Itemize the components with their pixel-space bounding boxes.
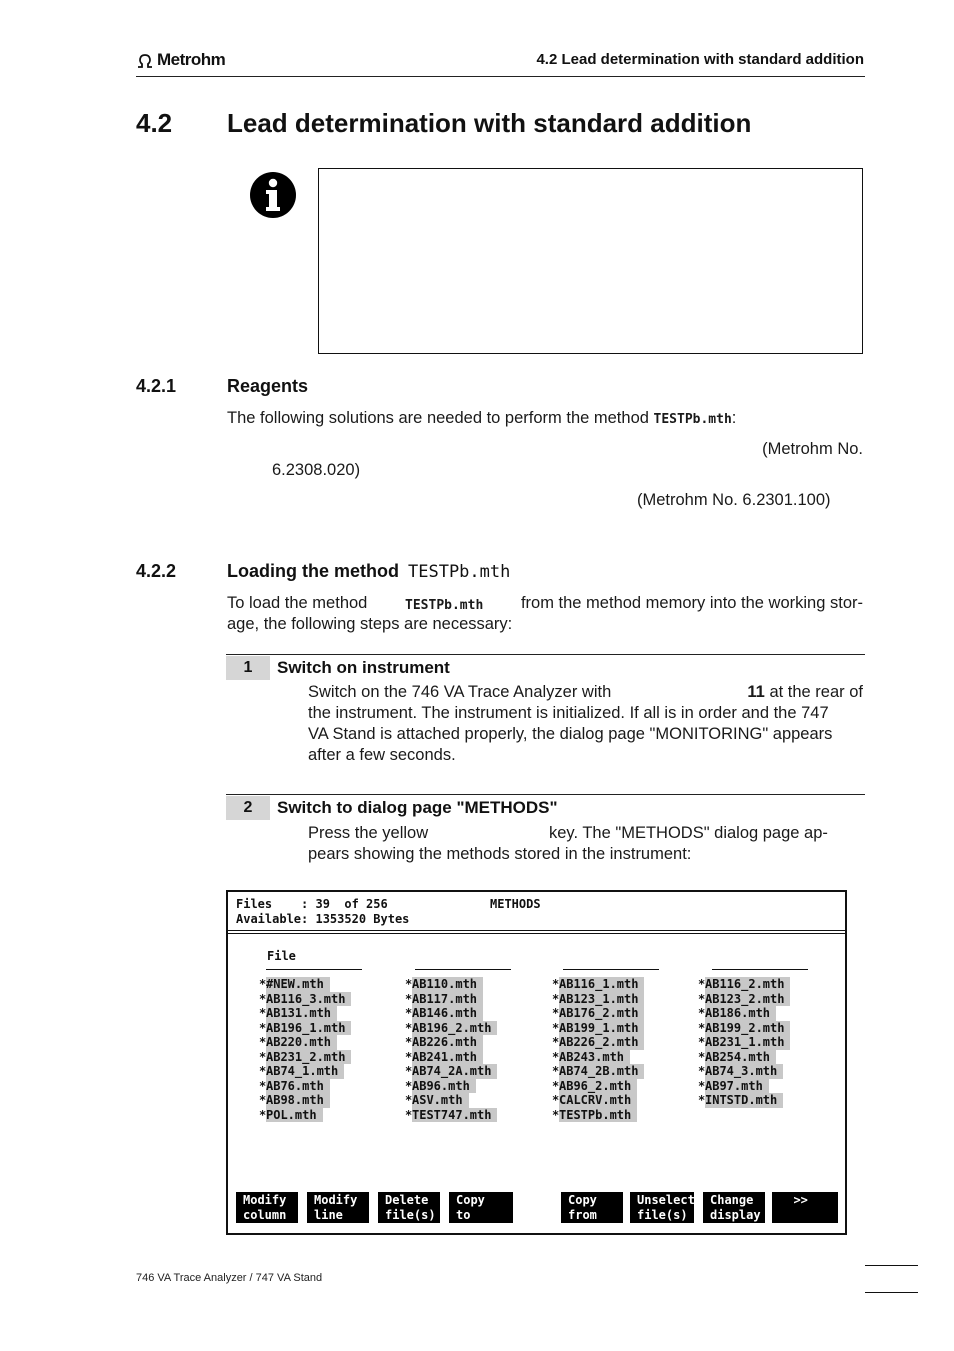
file-name: AB74_2A.mth [412,1064,497,1079]
fkey-change-display[interactable]: Change display [703,1192,765,1223]
file-selected-marker: * [552,1049,560,1064]
footer-rule-1 [865,1265,918,1266]
file-name: AB96_2.mth [559,1079,637,1094]
file-name: AB131.mth [266,1006,337,1021]
file-selected-marker: * [259,1006,267,1020]
step-1-line1-left: Switch on the 746 VA Trace Analyzer with [308,683,612,701]
file-row[interactable] [259,1035,351,1050]
file-row[interactable] [405,1050,497,1065]
file-selected-marker: * [405,1078,413,1093]
file-name: AB117.mth [412,992,483,1007]
file-row[interactable] [698,1050,790,1065]
subsection-title-loading [227,561,510,582]
column-2-underline [415,969,511,970]
file-selected-marker: * [698,1049,706,1064]
file-selected-marker: * [698,977,706,991]
reagent-1-catalog-number: 6.2308.020) [272,461,361,479]
file-selected-marker: * [698,1006,706,1020]
file-name: AB110.mth [412,977,483,992]
step-1-rule [226,654,865,655]
column-1-underline [266,969,362,970]
file-name: AB176_2.mth [559,1006,644,1021]
file-row[interactable] [405,1108,497,1123]
loading-paragraph-line2: age, the following steps are necessary: [227,615,513,633]
file-row[interactable] [259,1093,351,1108]
file-row[interactable] [405,1035,497,1050]
file-name: POL.mth [266,1108,323,1123]
step-1-switch-number: 11 [747,683,765,701]
footer-text: 746 VA Trace Analyzer / 747 VA Stand [136,1272,323,1284]
file-selected-marker: * [698,1020,706,1035]
file-name: AB96.mth [412,1079,476,1094]
file-row[interactable] [552,1064,644,1079]
file-selected-marker: * [552,991,560,1006]
screen-divider-1 [228,930,845,931]
screen-divider-2 [228,933,845,934]
file-selected-marker: * [405,1020,413,1035]
info-box [318,168,863,354]
file-selected-marker: * [698,1093,706,1107]
file-row[interactable] [698,1021,790,1036]
step-1-line4: after a few seconds. [308,746,456,764]
file-name: AB116_2.mth [705,977,790,992]
file-row[interactable] [259,1021,351,1036]
file-row[interactable] [698,1064,790,1079]
running-head: 4.2 Lead determination with standard addition [536,51,864,68]
file-row[interactable] [698,1006,790,1021]
file-name: AB74_2B.mth [559,1064,644,1079]
file-row[interactable] [405,1079,497,1094]
file-name: AB186.mth [705,1006,776,1021]
reagents-intro [227,408,736,430]
file-selected-marker: * [698,1078,706,1093]
file-row[interactable] [259,1064,351,1079]
reagents-method-code: TESTPb.mth [653,412,732,427]
file-selected-marker: * [405,1049,413,1064]
file-selected-marker: * [405,1035,413,1049]
column-3-underline [563,969,659,970]
step-2-title: Switch to dialog page "METHODS" [277,798,558,817]
fkey-delete-files[interactable]: Delete file(s) [378,1192,440,1223]
file-column-1 [259,977,351,1122]
file-row[interactable] [405,1093,497,1108]
fkey-copy-to[interactable]: Copy to [449,1192,513,1223]
metrohm-omega-icon [136,52,154,68]
screen-title: METHODS [490,897,541,911]
file-name: AB116_3.mth [266,992,351,1007]
file-name: AB226.mth [412,1035,483,1050]
fkey-copy-from[interactable]: Copy from [561,1192,623,1223]
file-row[interactable] [552,1021,644,1036]
step-1-line2: the instrument. The instrument is initialized. If all is in order and the 747 [308,704,829,722]
file-row[interactable] [405,1064,497,1079]
reagent-2-catalog: (Metrohm No. 6.2301.100) [637,491,831,509]
file-selected-marker: * [552,1107,560,1122]
subsection-title-reagents: Reagents [227,376,309,396]
file-name: AB199_1.mth [559,1021,644,1036]
step-1-number: 1 [226,656,270,680]
file-column-header: File [267,949,296,963]
step-1-title: Switch on instrument [277,658,450,677]
file-selected-marker: * [259,1093,267,1107]
file-row[interactable] [552,992,644,1007]
file-row[interactable] [259,977,351,992]
file-selected-marker: * [405,1064,413,1078]
file-row[interactable] [259,992,351,1007]
file-name: AB76.mth [266,1079,330,1094]
file-selected-marker: * [698,991,706,1006]
file-row[interactable] [698,977,790,992]
file-row[interactable] [405,977,497,992]
info-icon [249,171,297,219]
file-row[interactable] [259,1079,351,1094]
file-selected-marker: * [259,1020,267,1035]
file-row[interactable] [552,1035,644,1050]
file-name: AB123_2.mth [705,992,790,1007]
loading-title-code: TESTPb.mth [408,562,511,582]
file-selected-marker: * [259,1107,267,1122]
file-name: AB196_1.mth [266,1021,351,1036]
file-selected-marker: * [405,1107,413,1122]
file-name: AB241.mth [412,1050,483,1065]
file-name: AB199_2.mth [705,1021,790,1036]
file-selected-marker: * [405,1093,413,1107]
file-selected-marker: * [259,1049,267,1064]
step-2-line2: pears showing the methods stored in the instrument: [308,845,692,863]
loading-para-b: from the method memory into the working stor- [520,594,863,612]
file-row[interactable] [698,1035,790,1050]
fkey-modify-line[interactable]: Modify line [307,1192,369,1223]
file-column-3 [552,977,644,1122]
file-column-2 [405,977,497,1122]
reagent-1-catalog: (Metrohm No. [762,440,863,458]
file-selected-marker: * [259,1064,267,1078]
step-2-line1-right: key. The "METHODS" dialog page ap- [549,824,828,842]
file-name: AB243.mth [559,1050,630,1065]
file-name: INTSTD.mth [705,1093,783,1108]
file-name: AB231_2.mth [266,1050,351,1065]
file-selected-marker: * [552,1064,560,1078]
file-column-4 [698,977,790,1108]
loading-para-a: To load the method [227,594,368,612]
file-row[interactable] [259,1050,351,1065]
loading-paragraph-line1 [227,593,863,616]
file-row[interactable] [259,1108,351,1123]
file-selected-marker: * [259,991,267,1006]
screen-files-line: Files : 39 of 256 [236,897,388,911]
file-row[interactable] [405,992,497,1007]
reagents-intro-colon: : [731,409,737,427]
file-row[interactable] [552,1108,644,1123]
footer-rule-2 [865,1292,918,1293]
loading-title-text: Loading the method [227,561,399,581]
file-selected-marker: * [552,1078,560,1093]
file-row[interactable] [552,1079,644,1094]
file-name: ASV.mth [412,1093,469,1108]
file-selected-marker: * [259,1078,267,1093]
step-1-line3: VA Stand is attached properly, the dialog page "MONITORING" appears [308,725,833,743]
file-name: AB123_1.mth [559,992,644,1007]
file-name: TEST747.mth [412,1108,497,1123]
metrohm-logo [136,50,225,70]
reagents-intro-text: The following solutions are needed to perform the method [227,409,649,427]
file-row[interactable] [259,1006,351,1021]
header-rule [136,76,865,77]
file-name: AB116_1.mth [559,977,644,992]
file-selected-marker: * [259,977,267,991]
file-row[interactable] [698,992,790,1007]
file-name: AB220.mth [266,1035,337,1050]
subsection-number-reagents: 4.2.1 [136,376,177,396]
file-name: AB74_1.mth [266,1064,344,1079]
file-name: AB254.mth [705,1050,776,1065]
file-selected-marker: * [552,977,560,991]
section-title: Lead determination with standard addition [227,108,752,138]
file-selected-marker: * [405,1006,413,1020]
step-1-line1-right [747,682,863,703]
column-4-underline [712,969,808,970]
file-row[interactable] [552,977,644,992]
step-2-line1-left: Press the yellow [308,824,429,842]
subsection-number-loading: 4.2.2 [136,561,177,581]
file-name: AB97.mth [705,1079,769,1094]
fkey-modify-column[interactable]: Modify column [236,1192,298,1223]
file-name: AB231_1.mth [705,1035,790,1050]
file-name: AB74_3.mth [705,1064,783,1079]
file-row[interactable] [552,1006,644,1021]
step-2-number: 2 [226,796,270,820]
file-row[interactable] [405,1021,497,1036]
file-name: AB196_2.mth [412,1021,497,1036]
file-selected-marker: * [552,1006,560,1020]
fkey-unselect-files[interactable]: Unselect file(s) [630,1192,694,1223]
section-number: 4.2 [136,108,173,138]
step-1-line1-end: at the rear of [769,683,863,701]
file-name: AB226_2.mth [559,1035,644,1050]
file-name: AB146.mth [412,1006,483,1021]
file-row[interactable] [698,1093,790,1108]
file-row[interactable] [552,1093,644,1108]
file-row[interactable] [698,1079,790,1094]
loading-para-code: TESTPb.mth [405,598,484,613]
file-selected-marker: * [259,1035,267,1049]
brand-name: Metrohm [157,50,226,69]
file-selected-marker: * [405,977,413,991]
file-selected-marker: * [698,1064,706,1078]
file-name: TESTPb.mth [559,1108,637,1123]
file-selected-marker: * [552,1020,560,1035]
step-2-rule [226,794,865,795]
file-row[interactable] [405,1006,497,1021]
file-selected-marker: * [552,1035,560,1049]
file-selected-marker: * [552,1093,560,1107]
file-selected-marker: * [405,991,413,1006]
file-selected-marker: * [698,1035,706,1049]
screen-available-line: Available: 1353520 Bytes [236,912,410,926]
file-name: #NEW.mth [266,977,330,992]
file-name: AB98.mth [266,1093,330,1108]
fkey-more[interactable]: >> [772,1192,838,1223]
file-name: CALCRV.mth [559,1093,637,1108]
file-row[interactable] [552,1050,644,1065]
